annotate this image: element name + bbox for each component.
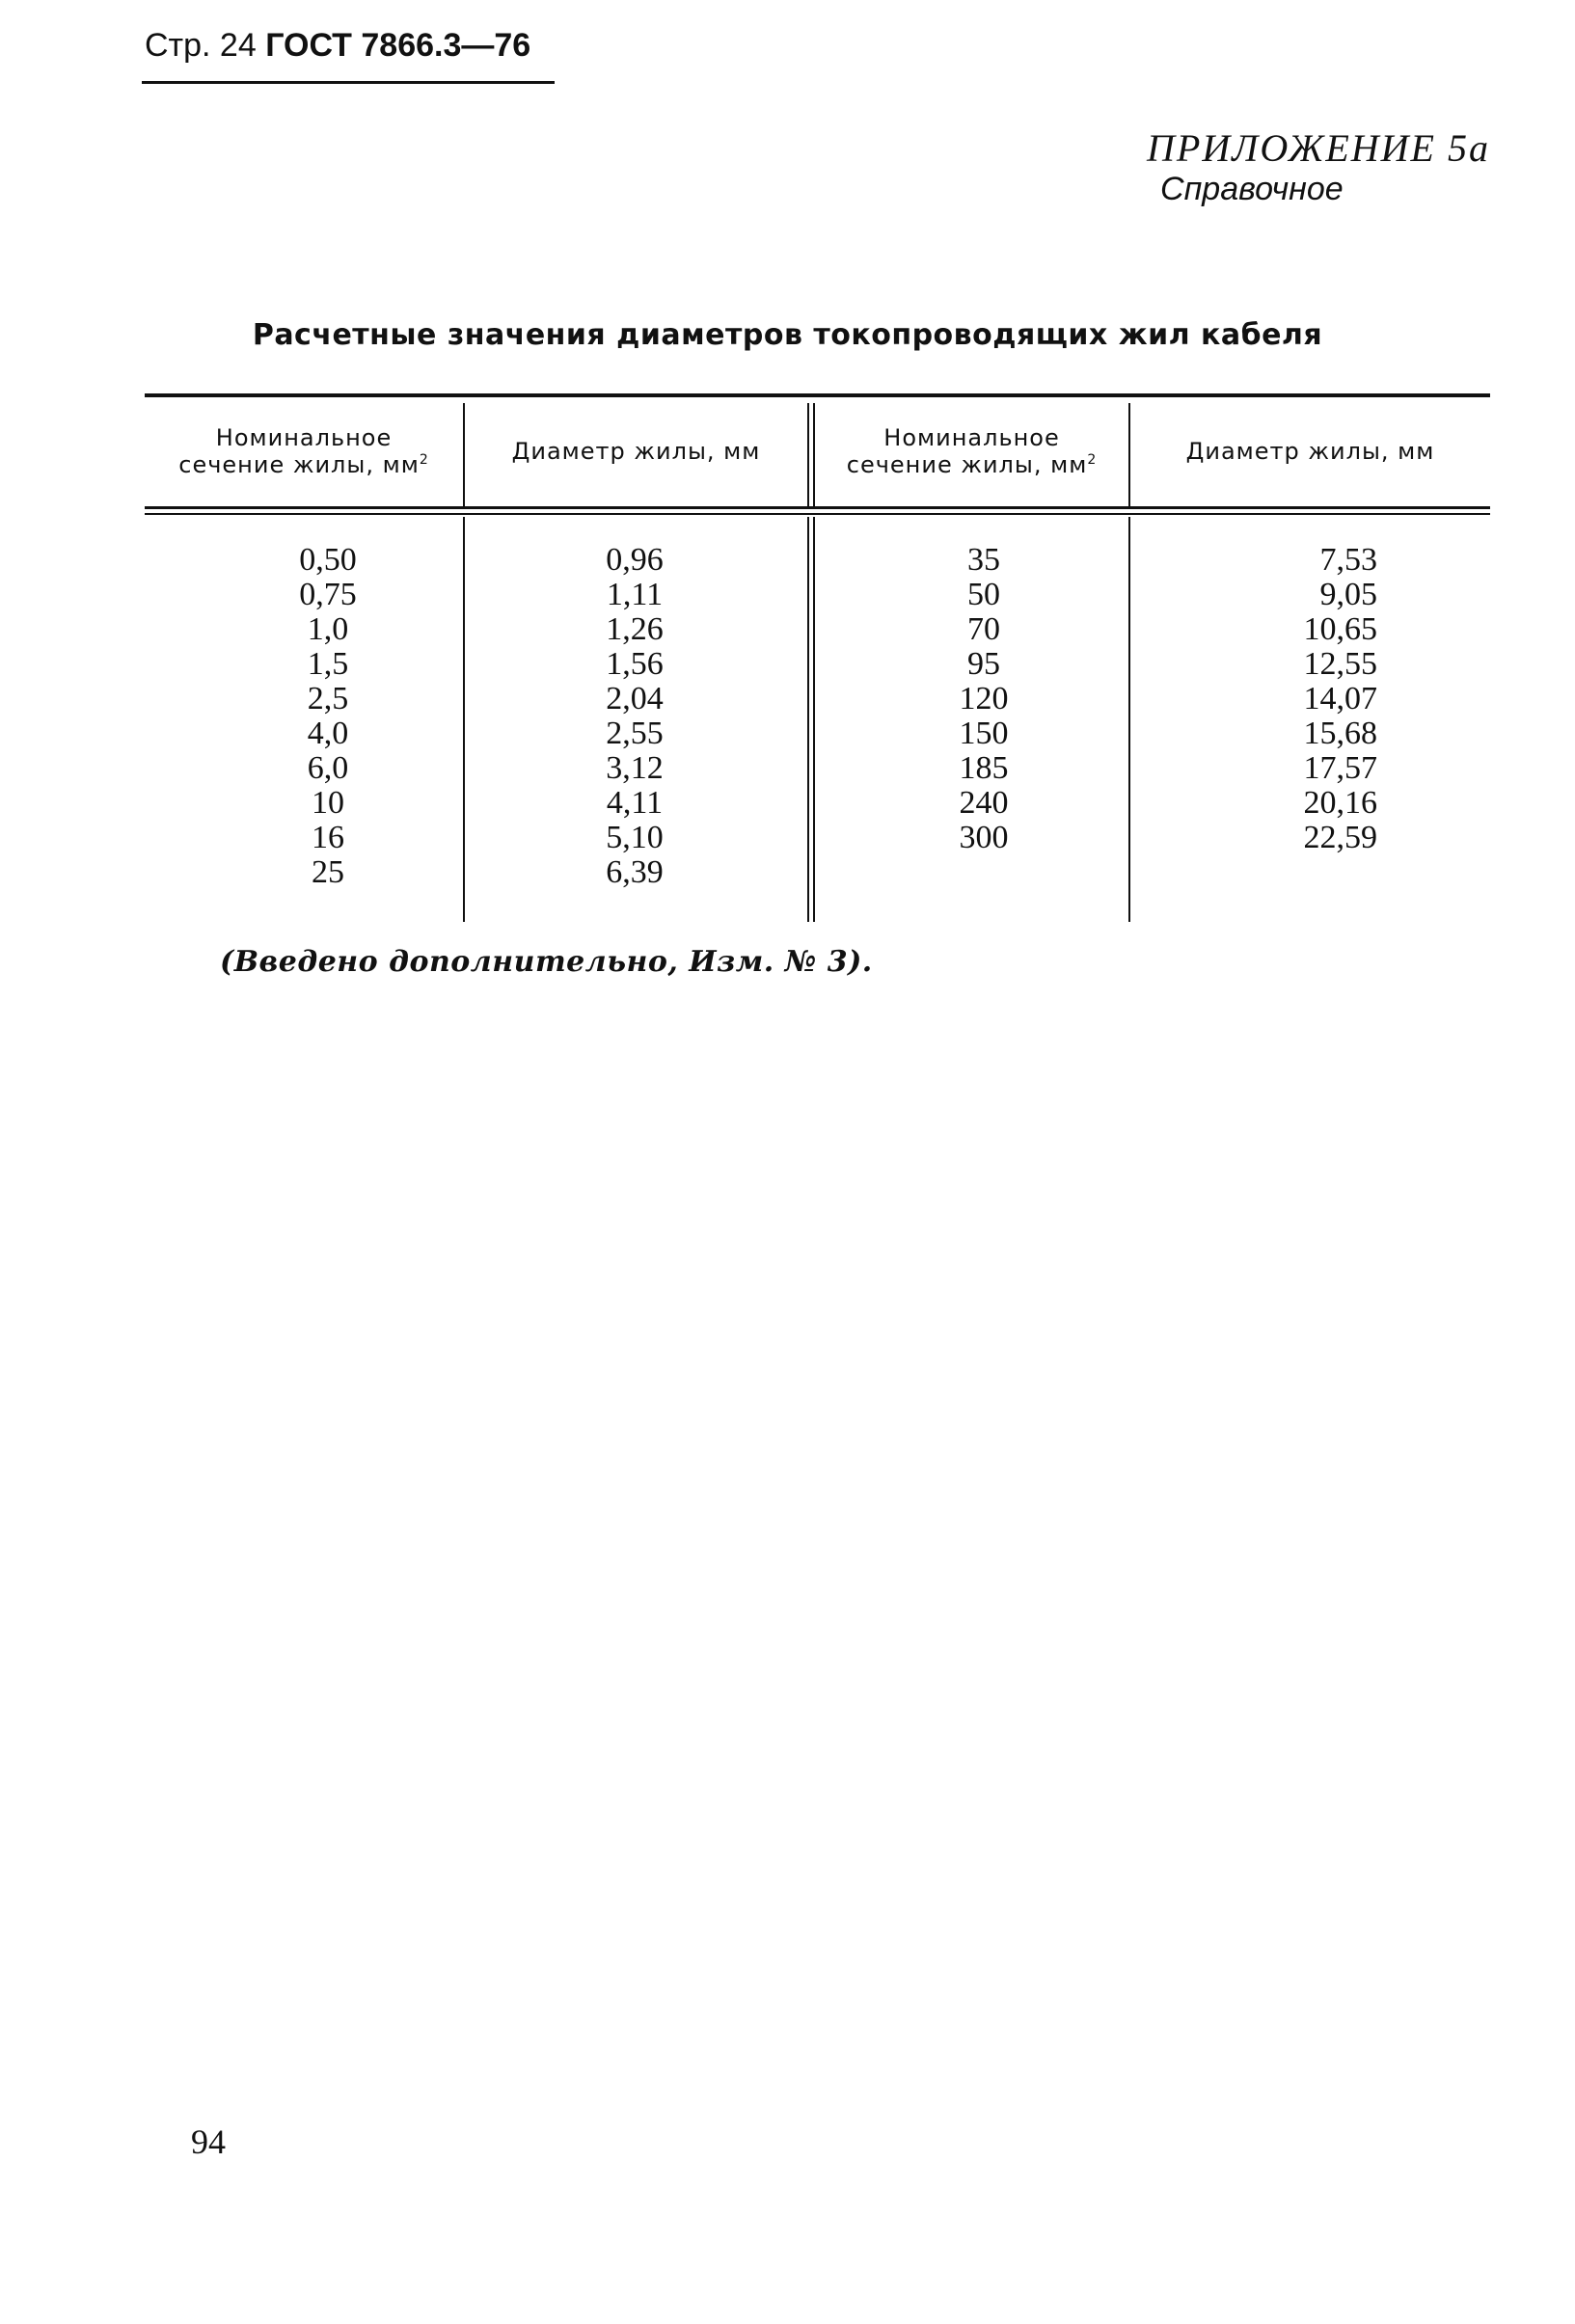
column-double-divider <box>807 517 809 922</box>
table-cell-section: 16 <box>312 820 344 855</box>
table-cell-diameter: 17,57 <box>1303 750 1377 786</box>
table-cell-section: 150 <box>959 716 1009 751</box>
table-cell-section: 2,5 <box>307 681 349 716</box>
page-number: 94 <box>191 2122 226 2161</box>
table-cell-diameter: 9,05 <box>1319 577 1377 612</box>
appendix-block <box>1147 125 1490 208</box>
table-cell-section: 1,0 <box>307 611 349 647</box>
column-divider <box>1128 517 1130 922</box>
table-cell-diameter: 1,26 <box>606 611 664 647</box>
header-rule-2 <box>145 513 1490 515</box>
header-section-superscript: 2 <box>1087 451 1098 468</box>
appendix-subtitle: Справочное <box>1160 171 1344 207</box>
table-cell-diameter: 1,11 <box>606 577 664 612</box>
table-cell-section: 0,50 <box>299 542 357 578</box>
header-diameter-right <box>1130 397 1490 506</box>
table-cell-diameter: 20,16 <box>1303 785 1377 821</box>
amendment-note: (Введено дополнительно, Изм. № 3). <box>220 945 873 979</box>
table-cell-section: 50 <box>967 577 1000 612</box>
column-double-divider <box>813 517 815 922</box>
table-cell-section: 10 <box>312 785 344 821</box>
page-label: Стр. 24 <box>145 27 257 64</box>
table-cell-section: 240 <box>959 785 1009 821</box>
appendix-title: ПРИЛОЖЕНИЕ 5а <box>1147 126 1490 170</box>
left-diameters-column <box>586 543 683 890</box>
table-cell-section: 95 <box>967 646 1000 682</box>
header-section-line2: сечение жилы, мм <box>846 450 1088 478</box>
table-cell-diameter: 15,68 <box>1303 716 1377 751</box>
table-cell-diameter: 0,96 <box>606 542 664 578</box>
table-cell-section: 185 <box>959 750 1009 786</box>
header-section-left <box>145 397 463 506</box>
right-sections-column <box>936 543 1032 855</box>
table-cell-section: 4,0 <box>307 716 349 751</box>
page-header <box>145 27 530 65</box>
column-double-divider <box>807 403 809 509</box>
table-cell-section: 0,75 <box>299 577 357 612</box>
header-diameter-left <box>465 397 807 506</box>
left-sections-column <box>280 543 376 890</box>
table-cell-diameter: 1,56 <box>606 646 664 682</box>
table-cell-diameter: 5,10 <box>606 820 664 855</box>
table-cell-diameter: 2,55 <box>606 716 664 751</box>
right-diameters-column <box>1281 543 1377 855</box>
header-section-right <box>815 397 1128 506</box>
header-rule-1 <box>145 506 1490 509</box>
table-cell-diameter: 10,65 <box>1303 611 1377 647</box>
table-cell-section: 120 <box>959 681 1009 716</box>
header-section-line1: Номинальное <box>215 423 393 451</box>
table-title: Расчетные значения диаметров токопроводящих жил кабеля <box>252 318 1323 352</box>
table-cell-section: 25 <box>312 854 344 890</box>
header-diameter-text: Диаметр жилы, мм <box>511 437 761 465</box>
table-cell-diameter: 12,55 <box>1303 646 1377 682</box>
table-cell-diameter: 22,59 <box>1303 820 1377 855</box>
table-cell-diameter: 3,12 <box>606 750 664 786</box>
table-cell-diameter: 14,07 <box>1303 681 1377 716</box>
column-divider <box>463 517 465 922</box>
table-cell-section: 35 <box>967 542 1000 578</box>
header-section-line1: Номинальное <box>883 423 1060 451</box>
header-section-line2: сечение жилы, мм <box>178 450 420 478</box>
table-cell-section: 1,5 <box>307 646 349 682</box>
table-cell-section: 70 <box>967 611 1000 647</box>
header-rule <box>142 81 555 84</box>
header-diameter-text: Диаметр жилы, мм <box>1185 437 1435 465</box>
table-cell-diameter: 4,11 <box>606 785 664 821</box>
table-cell-section: 6,0 <box>307 750 349 786</box>
table-cell-diameter: 6,39 <box>606 854 664 890</box>
header-section-superscript: 2 <box>419 451 429 468</box>
table-cell-section: 300 <box>959 820 1009 855</box>
table-cell-diameter: 2,04 <box>606 681 664 716</box>
table-cell-diameter: 7,53 <box>1319 542 1377 578</box>
standard-number: ГОСТ 7866.3—76 <box>265 27 531 64</box>
